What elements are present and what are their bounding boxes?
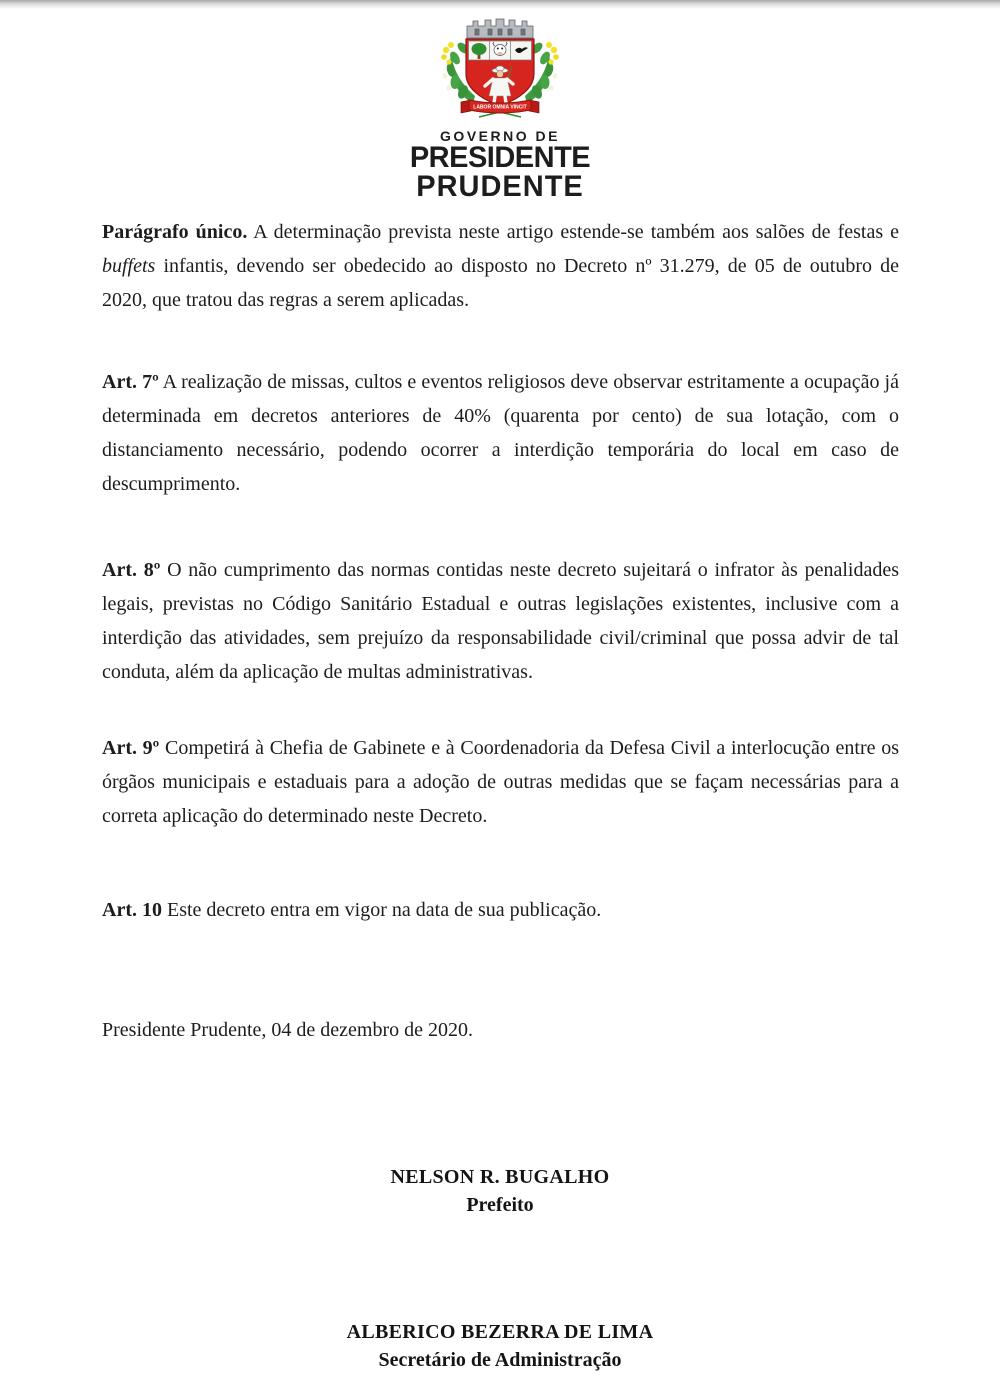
text-segment: Art. 7º: [102, 371, 159, 393]
paragraph-art-10: [102, 893, 899, 927]
signature-name: NELSON R. BUGALHO: [390, 1166, 610, 1188]
signature-title: Prefeito: [466, 1194, 534, 1216]
paragraph-art-7: [102, 365, 899, 501]
coat-of-arms-icon: [433, 14, 567, 118]
header-logo: [0, 14, 1000, 202]
crest-motto-text: LABOR OMNIA VINCIT: [473, 104, 527, 111]
text-segment: A determinação prevista neste artigo estende-se também aos salões de festas e: [247, 221, 899, 243]
paragraph-paragrafo-unico: [102, 215, 899, 317]
text-segment: Art. 8º: [102, 559, 161, 581]
signature-block-mayor: [0, 1163, 1000, 1219]
signature-title: Secretário de Administração: [378, 1349, 622, 1371]
shield: [466, 39, 534, 106]
signature-block-secretary: [0, 1318, 1000, 1374]
signature-name: ALBERICO BEZERRA DE LIMA: [346, 1321, 654, 1343]
text-segment: Este decreto entra em vigor na data de sua publicação.: [161, 899, 602, 921]
text-segment: O não cumprimento das normas contidas neste decreto sujeitará o infrator às penalidades legais, previstas no Código Sanitário Estadual e outras legislações existentes, inclusive com a interdição das atividades, sem prejuízo da responsabilidade civil/criminal que possa advir de tal conduta, além da aplicação de multas administrativas.: [102, 559, 899, 683]
page-top-shadow: [0, 0, 1000, 9]
paragraph-art-8: [102, 553, 899, 689]
date-line: Presidente Prudente, 04 de dezembro de 2020.: [102, 1019, 474, 1041]
text-segment: Parágrafo único.: [102, 221, 248, 243]
text-segment: Art. 10: [102, 899, 162, 921]
text-segment: infantis, devendo ser obedecido ao disposto no Decreto nº 31.279, de 05 de outubro de 2020, que tratou das regras a serem aplicadas.: [102, 255, 899, 311]
text-segment: Competirá à Chefia de Gabinete e à Coordenadoria da Defesa Civil a interlocução entre os órgãos municipais e estaduais para a adoção de outras medidas que se façam necessárias para a correta aplicação do determinado neste Decreto.: [102, 737, 899, 827]
text-segment: A realização de missas, cultos e eventos religiosos deve observar estritamente a ocupação já determinada em decretos anteriores de 40% (quarenta por cento) de sua lotação, com o distanciamento necessário, podendo ocorrer a interdição temporária do local em caso de descumprimento.: [102, 371, 899, 495]
logo-government-label: GOVERNO DE: [440, 128, 560, 144]
logo-city-line1: PRESIDENTE: [409, 141, 591, 175]
mural-crown: [467, 19, 533, 38]
paragraph-art-9: [102, 731, 899, 833]
text-segment: buffets: [102, 255, 156, 277]
document-paragraphs: [102, 215, 899, 977]
logo-city-line2: PRUDENTE: [416, 170, 584, 204]
text-segment: Art. 9º: [102, 737, 160, 759]
